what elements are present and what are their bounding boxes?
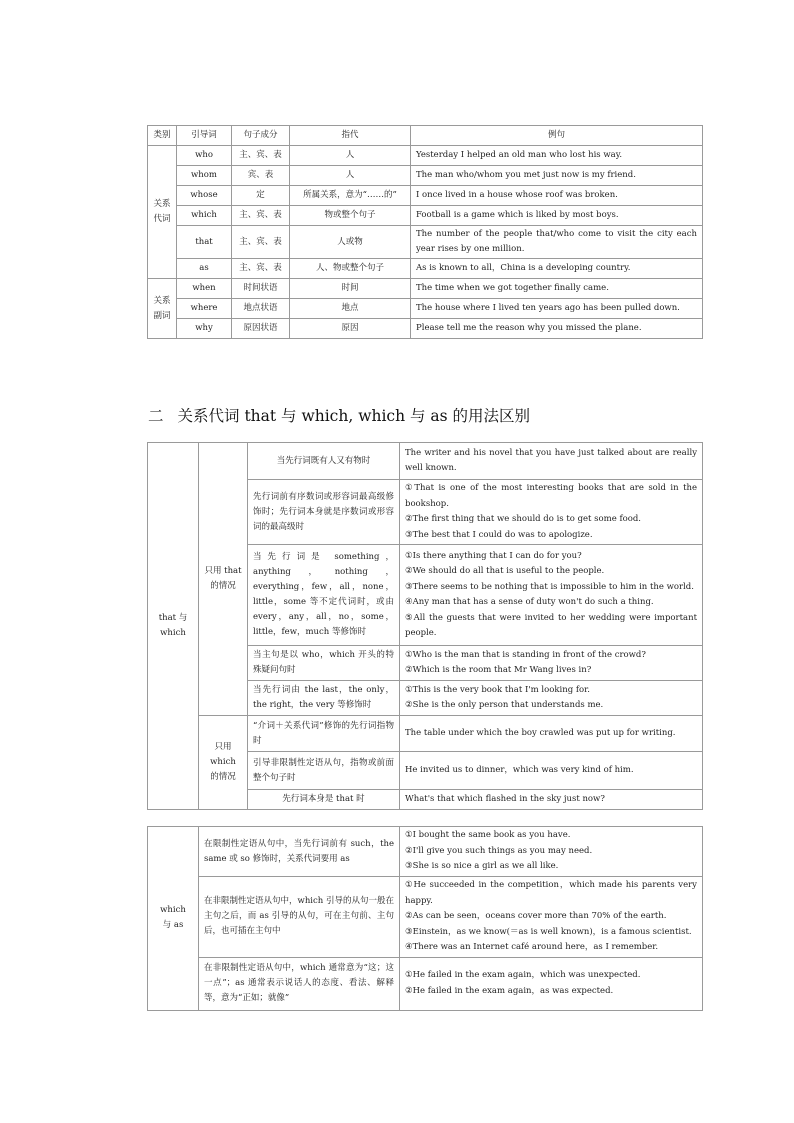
header-role: 句子成分	[232, 126, 290, 146]
only-that-label: 只用 that 的情况	[199, 443, 248, 716]
example-sentence: The writer and his novel that you have just talked about are really well known.	[405, 447, 697, 473]
example-sentence: ②Which is the room that Mr Wang lives in?	[405, 665, 592, 675]
condition-cell: “介词＋关系代词”修饰的先行词指物时	[248, 716, 400, 752]
relative-words-table	[147, 125, 703, 339]
example-sentence: ③Einstein，as we know(＝as is well known)，is a famous scientist.	[405, 926, 692, 937]
condition-cell: 先行词本身是 that 时	[248, 790, 400, 810]
example-cell	[400, 752, 703, 790]
word-cell: who	[177, 146, 232, 166]
example-sentence: ②She is the only person that understands me.	[405, 700, 604, 710]
reference-cell: 人	[290, 146, 411, 166]
word-cell: which	[177, 206, 232, 226]
condition-cell: 当先行词由 the last，the only，the right，the very 等修饰时	[248, 681, 400, 716]
table-row	[148, 186, 703, 206]
table-row	[148, 279, 703, 299]
example-sentence: ①He failed in the exam again，which was unexpected.	[405, 970, 641, 980]
table-row	[148, 827, 703, 877]
condition-cell: 当主句是以 who，which 开头的特殊疑问句时	[248, 646, 400, 681]
word-cell: why	[177, 319, 232, 339]
table-row	[148, 206, 703, 226]
which-as-table	[147, 826, 703, 1011]
reference-cell: 人	[290, 166, 411, 186]
role-cell: 主、宾、表	[232, 206, 290, 226]
table-row	[148, 716, 703, 752]
role-cell: 地点状语	[232, 299, 290, 319]
word-cell: where	[177, 299, 232, 319]
example-cell	[400, 480, 703, 545]
word-cell: as	[177, 259, 232, 279]
header-word: 引导词	[177, 126, 232, 146]
reference-cell: 所属关系，意为“……的”	[290, 186, 411, 206]
example-cell: Please tell me the reason why you missed the plane.	[411, 319, 703, 339]
example-cell: As is known to all，China is a developing country.	[411, 259, 703, 279]
condition-cell: 当先行词既有人又有物时	[248, 443, 400, 480]
example-sentence: What's that which flashed in the sky just now?	[405, 793, 605, 804]
example-cell: Yesterday I helped an old man who lost his way.	[411, 146, 703, 166]
example-sentence: ⑤All the guests that were invited to her wedding were important people.	[405, 612, 697, 638]
example-sentence: ①He succeeded in the competition，which made his parents very happy.	[405, 880, 697, 906]
table-row	[148, 146, 703, 166]
reference-cell: 时间	[290, 279, 411, 299]
example-sentence: ②He failed in the exam again，as was expected.	[405, 985, 614, 996]
table-row	[148, 957, 703, 1010]
role-cell: 原因状语	[232, 319, 290, 339]
example-cell: I once lived in a house whose roof was broken.	[411, 186, 703, 206]
example-cell: The house where I lived ten years ago has been pulled down.	[411, 299, 703, 319]
reference-cell: 物或整个句子	[290, 206, 411, 226]
example-cell: The man who/whom you met just now is my friend.	[411, 166, 703, 186]
condition-cell: 在非限制性定语从句中，which 通常意为“这；这一点”；as 通常表示说话人的态度、看法、解释等，意为“正如；就像”	[199, 957, 400, 1010]
role-cell: 主、宾、表	[232, 146, 290, 166]
condition-cell: 当先行词是 something，anything，nothing，everything，few，all，none，little，some 等不定代词时，或由 every，any，all，no，some，little，few，much 等修饰时	[248, 545, 400, 646]
example-cell	[400, 545, 703, 646]
word-cell: when	[177, 279, 232, 299]
that-which-label: that 与 which	[148, 443, 199, 810]
example-sentence: ①This is the very book that I'm looking for.	[405, 684, 590, 695]
condition-cell: 在限制性定语从句中，当先行词前有 such，the same 或 so 修饰时，关系代词要用 as	[199, 827, 400, 877]
condition-cell: 在非限制性定语从句中，which 引导的从句一般在主句之后，而 as 引导的从句，可在主句前、主句后，也可插在主句中	[199, 877, 400, 958]
example-sentence: ②I'll give you such things as you may need.	[405, 845, 593, 856]
role-cell: 定	[232, 186, 290, 206]
only-which-label: 只用 which 的情况	[199, 716, 248, 810]
example-sentence: ③She is so nice a girl as we all like.	[405, 861, 559, 872]
word-cell: that	[177, 226, 232, 259]
category-cell: 关系 代词	[148, 146, 177, 279]
table-row	[148, 166, 703, 186]
table-row	[148, 259, 703, 279]
example-cell	[400, 827, 703, 877]
example-sentence: ②The first thing that we should do is to get some food.	[405, 514, 641, 524]
example-cell: The time when we got together finally came.	[411, 279, 703, 299]
example-sentence: ④There was an Internet café around here，as I remember.	[405, 942, 659, 952]
header-example: 例句	[411, 126, 703, 146]
that-which-table	[147, 442, 703, 810]
example-sentence: ①Who is the man that is standing in front of the crowd?	[405, 649, 646, 660]
table-row	[148, 226, 703, 259]
word-cell: whom	[177, 166, 232, 186]
example-cell	[400, 681, 703, 716]
example-cell	[400, 646, 703, 681]
word-cell: whose	[177, 186, 232, 206]
reference-cell: 地点	[290, 299, 411, 319]
example-sentence: ②As can be seen，oceans cover more than 70% of the earth.	[405, 911, 667, 921]
example-cell: Football is a game which is liked by most boys.	[411, 206, 703, 226]
example-cell	[400, 957, 703, 1010]
example-sentence: He invited us to dinner，which was very kind of him.	[405, 764, 634, 775]
table-row	[148, 443, 703, 480]
condition-cell: 引导非限制性定语从句，指物或前面整个句子时	[248, 752, 400, 790]
example-sentence: ①I bought the same book as you have.	[405, 830, 571, 841]
example-sentence: The table under which the boy crawled was put up for writing.	[405, 727, 676, 738]
which-as-label: which 与 as	[148, 827, 199, 1011]
role-cell: 主、宾、表	[232, 226, 290, 259]
section-title	[148, 404, 530, 426]
role-cell: 宾、表	[232, 166, 290, 186]
condition-cell: 先行词前有序数词或形容词最高级修饰时；先行词本身就是序数词或形容词的最高级时	[248, 480, 400, 545]
example-cell: The number of the people that/who come to visit the city each year rises by one million.	[411, 226, 703, 259]
table-row	[148, 877, 703, 958]
example-sentence: ④Any man that has a sense of duty won't do such a thing.	[405, 597, 654, 607]
example-sentence: ②We should do all that is useful to the people.	[405, 566, 605, 576]
table-row	[148, 319, 703, 339]
category-cell: 关系 副词	[148, 279, 177, 339]
example-cell	[400, 443, 703, 480]
reference-cell: 原因	[290, 319, 411, 339]
header-reference: 指代	[290, 126, 411, 146]
example-sentence: ①That is one of the most interesting books that are sold in the bookshop.	[405, 483, 697, 509]
role-cell: 时间状语	[232, 279, 290, 299]
role-cell: 主、宾、表	[232, 259, 290, 279]
section-title-text: 关系代词 that 与 which, which 与 as 的用法区别	[177, 407, 531, 425]
table-row	[148, 299, 703, 319]
section-number: 二	[148, 407, 164, 425]
example-sentence: ③The best that I could do was to apologize.	[405, 529, 593, 540]
example-cell	[400, 877, 703, 958]
example-sentence: ③There seems to be nothing that is impossible to him in the world.	[405, 581, 694, 592]
reference-cell: 人、物或整个句子	[290, 259, 411, 279]
header-category: 类别	[148, 126, 177, 146]
example-sentence: ①Is there anything that I can do for you?	[405, 550, 582, 561]
example-cell	[400, 716, 703, 752]
reference-cell: 人或物	[290, 226, 411, 259]
example-cell	[400, 790, 703, 810]
